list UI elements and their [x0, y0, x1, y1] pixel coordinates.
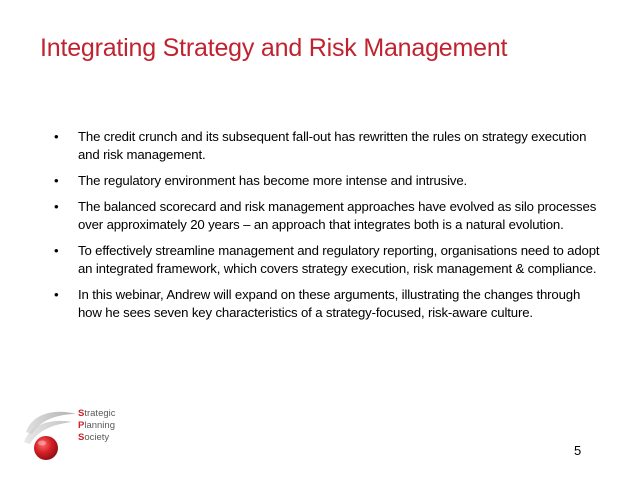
logo-line-society: Society: [78, 432, 110, 443]
bullet-item: [48, 172, 600, 190]
slide-title: Integrating Strategy and Risk Management: [40, 34, 508, 62]
bullet-dot: •: [54, 129, 59, 144]
strategic-planning-society-logo: [22, 402, 142, 468]
sphere-logo-icon: [22, 402, 82, 468]
bullet-text: The credit crunch and its subsequent fall-out has rewritten the rules on strategy execution and risk management.: [78, 129, 587, 162]
bullet-list: [48, 128, 600, 330]
bullet-text: The balanced scorecard and risk management approaches have evolved as silo processes over approximately 20 years – an approach that integrates both is a natural evolution.: [78, 199, 597, 232]
bullet-dot: •: [54, 199, 59, 214]
bullet-text: In this webinar, Andrew will expand on these arguments, illustrating the changes through how he sees seven key characteristics of a strategy-focused, risk-aware culture.: [78, 287, 581, 320]
bullet-item: [48, 286, 600, 322]
logo-line-planning: Planning: [78, 420, 115, 431]
bullet-text: The regulatory environment has become more intense and intrusive.: [78, 173, 468, 188]
bullet-text: To effectively streamline management and regulatory reporting, organisations need to adopt an integrated framework, which covers strategy execution, risk management & compliance.: [78, 243, 600, 276]
bullet-item: [48, 242, 600, 278]
page-number: 5: [574, 443, 582, 458]
bullet-item: [48, 198, 600, 234]
bullet-dot: •: [54, 287, 59, 302]
logo-line-strategic: Strategic: [78, 408, 116, 419]
bullet-dot: •: [54, 243, 59, 258]
logo-text: [78, 408, 116, 444]
bullet-dot: •: [54, 173, 59, 188]
bullet-item: [48, 128, 600, 164]
